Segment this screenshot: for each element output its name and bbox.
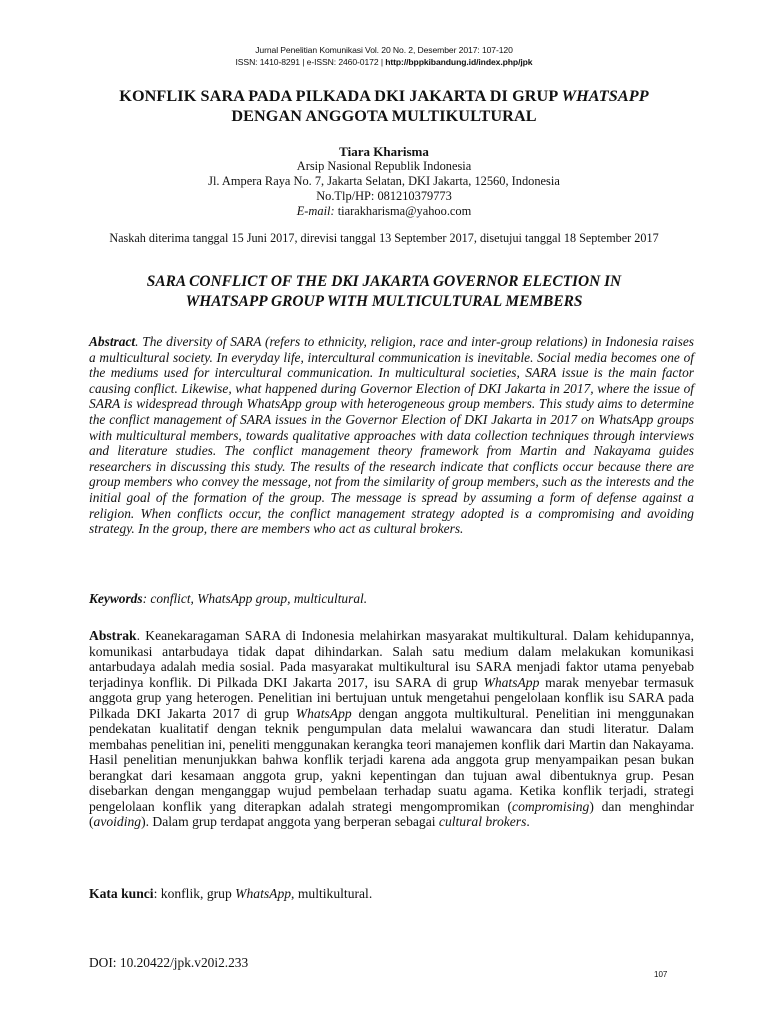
page-number: 107	[654, 970, 668, 979]
abstrak-text: . Keanekaragaman SARA di Indonesia melahirkan masyarakat multikultural. Dalam kehidupannya, komunikasi antarbudaya tidak dapat dihindarkan. Salah satu medium dalam melakukan komunikasi antarbudaya adalah media sosial. Pada masyarakat multikultural isu SARA menjadi faktor utama penyebab terjadinya konflik. Di Pilkada DKI Jakarta 2017, isu SARA di grup	[89, 628, 694, 690]
kata-kunci-text: , multikultural.	[291, 886, 373, 901]
journal-citation: Jurnal Penelitian Komunikasi Vol. 20 No. 2, Desember 2017: 107-120	[255, 45, 513, 55]
author-block	[0, 144, 768, 219]
doi[interactable]: DOI: 10.20422/jpk.v20i2.233	[89, 955, 249, 970]
abstrak-text: ). Dalam grup terdapat anggota yang berperan sebagai	[141, 814, 439, 829]
abstract-label: Abstract	[89, 334, 136, 349]
journal-header	[0, 44, 768, 68]
paper-title	[60, 86, 708, 126]
keywords-text: : conflict, WhatsApp group, multicultural.	[142, 591, 368, 606]
abstrak-label: Abstrak	[89, 628, 137, 643]
abstrak-text: marak menyebar termasuk anggota grup yang heterogen. Penelitian ini bertujuan untuk mengetahui pengelolaan konflik isu SARA pada Pilkada DKI Jakarta 2017 di grup	[89, 674, 694, 721]
keywords-label: Keywords	[89, 591, 143, 606]
journal-url-link[interactable]: http://bppkibandung.id/index.php/jpk	[385, 57, 533, 67]
author-institution: Arsip Nasional Republik Indonesia	[296, 159, 472, 173]
abstract-english	[89, 334, 694, 537]
kata-kunci-label: Kata kunci	[89, 886, 154, 901]
english-title-line2: WHATSAPP GROUP WITH MULTICULTURAL MEMBERS	[185, 293, 583, 310]
abstrak-text: dengan anggota multikultural. Penelitian ini menggunakan pendekatan kualitatif dengan teknik pengumpulan data melalui wawancara dan studi literatur. Dalam membahas penelitian ini, peneliti menggunakan kerangka teori manajemen konflik dari Martin dan Nakayama. Hasil penelitian menunjukkan bahwa konflik terjadi karena ada anggota grup menyampaikan pesan bukan berangkat dari kesamaan anggota grup, yakni kepentingan dan tujuan awal dibentuknya grup. Pesan disebarkan dengan menganggap wujud pembelaan terhadap suatu agama. Ketika konflik terjadi, strategi pengelolaan konflik yang diterapkan adalah strategi mengompromikan (	[89, 705, 694, 814]
keywords-indonesian	[89, 886, 694, 902]
abstrak-italic: avoiding	[93, 814, 142, 829]
email-label: E-mail:	[296, 204, 335, 218]
english-title	[60, 272, 708, 312]
abstrak-italic: cultural brokers	[438, 814, 527, 829]
kata-kunci-text: : konflik, grup	[153, 886, 236, 901]
keywords-english	[89, 591, 694, 607]
title-part1: KONFLIK SARA PADA PILKADA DKI JAKARTA DI GRUP	[119, 87, 562, 105]
author-address: Jl. Ampera Raya No. 7, Jakarta Selatan, DKI Jakarta, 12560, Indonesia	[208, 174, 560, 188]
title-line2: DENGAN ANGGOTA MULTIKULTURAL	[231, 107, 537, 125]
abstrak-text: .	[526, 814, 530, 829]
english-title-line1: SARA CONFLICT OF THE DKI JAKARTA GOVERNOR ELECTION IN	[146, 273, 622, 290]
received-dates: Naskah diterima tanggal 15 Juni 2017, direvisi tanggal 13 September 2017, disetujui tanggal 18 September 2017	[109, 231, 659, 245]
abstrak-text: ) dan menghindar (	[89, 798, 694, 829]
kata-kunci-italic: WhatsApp	[235, 886, 292, 901]
journal-issn	[0, 56, 768, 68]
abstrak-italic: compromising	[512, 798, 590, 814]
author-name: Tiara Kharisma	[339, 144, 429, 159]
abstract-text: . The diversity of SARA (refers to ethnicity, religion, race and inter-group relations) in Indonesia raises a multicultural society. In everyday life, intercultural communication is inevitable. Social media becomes one of the mediums used for intercultural communication. In multicultural societies, SARA issue is the main factor causing conflict. Likewise, what happened during Governor Election of DKI Jakarta in 2017, where the issue of SARA is widespread through WhatsApp group with heterogeneous group members. This study aims to determine the conflict management of SARA issues in the Governor Election of DKI Jakarta in 2017 on WhatsApp groups with multicultural members, towards qualitative approaches with data collection techniques through interviews and literature studies. The conflict management theory framework from Martin and Nakayama guides researchers in discussing this study. The results of the research indicate that conflicts occur because there are group members who convey the message, not from the similarity of group members, such as the interests and the initial goal of the formation of the group. The message is spread by assuming a form of defense against a religion. When conflicts occur, the conflict management strategy adopted is a compromising and avoiding strategy. In the group, there are members who act as cultural brokers.	[89, 334, 694, 537]
abstrak-italic: WhatsApp	[295, 705, 352, 721]
author-email[interactable]: tiarakharisma@yahoo.com	[337, 204, 472, 218]
issn-text: ISSN: 1410-8291 | e-ISSN: 2460-0172 |	[235, 57, 386, 67]
author-email-line	[0, 204, 768, 219]
author-phone: No.Tlp/HP: 081210379773	[316, 189, 452, 203]
abstrak-italic: WhatsApp	[483, 674, 540, 690]
title-italic: WHATSAPP	[561, 87, 649, 105]
abstract-indonesian	[89, 628, 694, 830]
